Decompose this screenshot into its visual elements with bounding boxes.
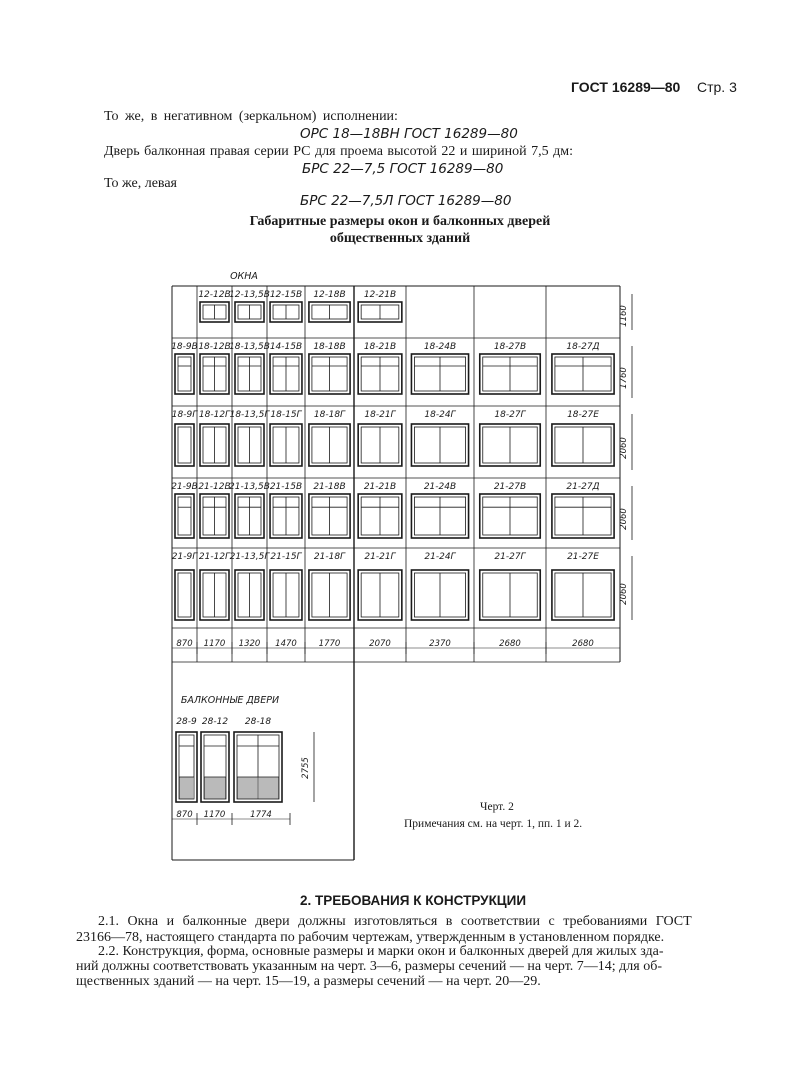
- door-width-dimension: 1170: [203, 810, 226, 820]
- window-sash: [178, 497, 191, 535]
- window-label: 14-15В: [269, 342, 303, 352]
- figure-title-line-1: Габаритные размеры окон и балконных дверей: [249, 214, 551, 229]
- window-label: 21-24Г: [424, 552, 456, 562]
- balcony-label: БАЛКОННЫЕ ДВЕРИ: [180, 695, 280, 706]
- window-label: 18-9В: [171, 342, 198, 352]
- window-label: 18-24В: [423, 342, 457, 352]
- window-label: 21-21В: [363, 482, 397, 492]
- window-label: 18-27Г: [494, 410, 526, 420]
- window-label: 18-27В: [493, 342, 527, 352]
- paragraph-2-2-line-3: щественных зданий — на черт. 15—19, а размеры сечений — на черт. 20—29.: [76, 974, 541, 989]
- width-dimension: 2680: [499, 639, 521, 649]
- window-label: 21-13,5В: [229, 482, 270, 492]
- window-label: 21-21Г: [364, 552, 396, 562]
- window-label: 12-13,5В: [229, 290, 270, 300]
- window-label: 21-27Е: [567, 552, 599, 562]
- door-width-dimension: 870: [176, 810, 193, 820]
- window-label: 18-15Г: [270, 410, 302, 420]
- window-label: 12-12В: [198, 290, 231, 300]
- figure-number: Черт. 2: [480, 801, 514, 813]
- designation-3: БРС 22—7,5Л ГОСТ 16289—80: [300, 193, 512, 209]
- intro-line-1: То же, в негативном (зеркальном) исполнении:: [104, 109, 398, 124]
- figure-title-line-2: общественных зданий: [329, 231, 471, 246]
- door-label: 28-9: [176, 717, 197, 727]
- window-label: 18-12Г: [198, 410, 231, 420]
- width-dimension: 2070: [369, 639, 391, 649]
- window-label: 21-15Г: [270, 552, 302, 562]
- window-label: 18-13,5В: [229, 342, 270, 352]
- height-dimension: 1760: [619, 367, 629, 389]
- window-label: 21-24В: [423, 482, 457, 492]
- windows-label: ОКНА: [230, 271, 258, 282]
- width-dimension: 1320: [238, 639, 261, 649]
- window-label: 18-13,5Г: [229, 410, 270, 420]
- window-label: 21-9Г: [171, 552, 198, 562]
- paragraph-2-1-line-2: 23166—78, настоящего стандарта по рабочим чертежам, утвержденным в установленном порядке.: [76, 930, 665, 945]
- window-label: 12-18В: [313, 290, 346, 300]
- width-dimension: 1170: [203, 639, 226, 649]
- door-height-dimension: 2755: [301, 757, 311, 779]
- width-dimension: 1470: [275, 639, 297, 649]
- window-label: 12-15В: [269, 290, 303, 300]
- window-sash: [178, 427, 191, 463]
- window-label: 21-27Д: [566, 482, 600, 492]
- section-title: 2. ТРЕБОВАНИЯ К КОНСТРУКЦИИ: [300, 893, 527, 908]
- door-width-dimension: 1774: [250, 810, 272, 820]
- window-label: 21-27Г: [494, 552, 526, 562]
- window-label: 21-12Г: [198, 552, 231, 562]
- window-label: 21-9В: [171, 482, 198, 492]
- width-dimension: 2680: [572, 639, 594, 649]
- door-label: 28-18: [244, 717, 272, 727]
- intro-line-2: Дверь балконная правая серии РС для проема высотой 22 и шириной 7,5 дм:: [104, 144, 574, 159]
- paragraph-2-1-line-1: 2.1. Окна и балконные двери должны изготовляться в соответствии с требованиями ГОСТ: [98, 914, 692, 929]
- height-dimension: 2060: [619, 437, 629, 459]
- paragraph-2-2-line-2: ний должны соответствовать указанным на черт. 3—6, размеры сечений — на черт. 7—14; для об-: [76, 959, 662, 974]
- window-label: 18-21В: [363, 342, 397, 352]
- paragraph-2-2-line-1: 2.2. Конструкция, форма, основные размеры и марки окон и балконных дверей для жилых зда-: [98, 944, 664, 959]
- window-sash: [178, 357, 191, 391]
- window-label: 18-24Г: [424, 410, 456, 420]
- window-label: 18-12В: [198, 342, 231, 352]
- window-label: 21-12В: [198, 482, 231, 492]
- window-label: 12-21В: [363, 290, 397, 300]
- figure-note: Примечания см. на черт. 1, пп. 1 и 2.: [404, 818, 583, 830]
- page-number: Стр. 3: [697, 79, 737, 95]
- window-sash: [178, 573, 191, 617]
- width-dimension: 1770: [318, 639, 341, 649]
- intro-line-3: То же, левая: [104, 176, 177, 191]
- standard-number: ГОСТ 16289—80: [571, 79, 681, 95]
- window-label: 18-27Е: [567, 410, 599, 420]
- height-dimension: 2060: [619, 508, 629, 530]
- window-label: 18-21Г: [364, 410, 396, 420]
- designation-1: ОРС 18—18ВН ГОСТ 16289—80: [300, 126, 518, 142]
- width-dimension: 870: [176, 639, 193, 649]
- window-label: 18-18Г: [313, 410, 346, 420]
- window-label: 21-27В: [493, 482, 527, 492]
- window-label: 21-18Г: [313, 552, 346, 562]
- window-label: 21-15В: [269, 482, 303, 492]
- designation-2: БРС 22—7,5 ГОСТ 16289—80: [302, 161, 504, 177]
- height-dimension: 2060: [619, 583, 629, 605]
- height-dimension: 1160: [619, 305, 629, 327]
- door-label: 28-12: [201, 717, 229, 727]
- window-label: 21-13,5Г: [229, 552, 270, 562]
- window-label: 18-18В: [313, 342, 346, 352]
- window-label: 18-27Д: [566, 342, 600, 352]
- width-dimension: 2370: [429, 639, 451, 649]
- window-label: 18-9Г: [171, 410, 198, 420]
- window-label: 21-18В: [313, 482, 346, 492]
